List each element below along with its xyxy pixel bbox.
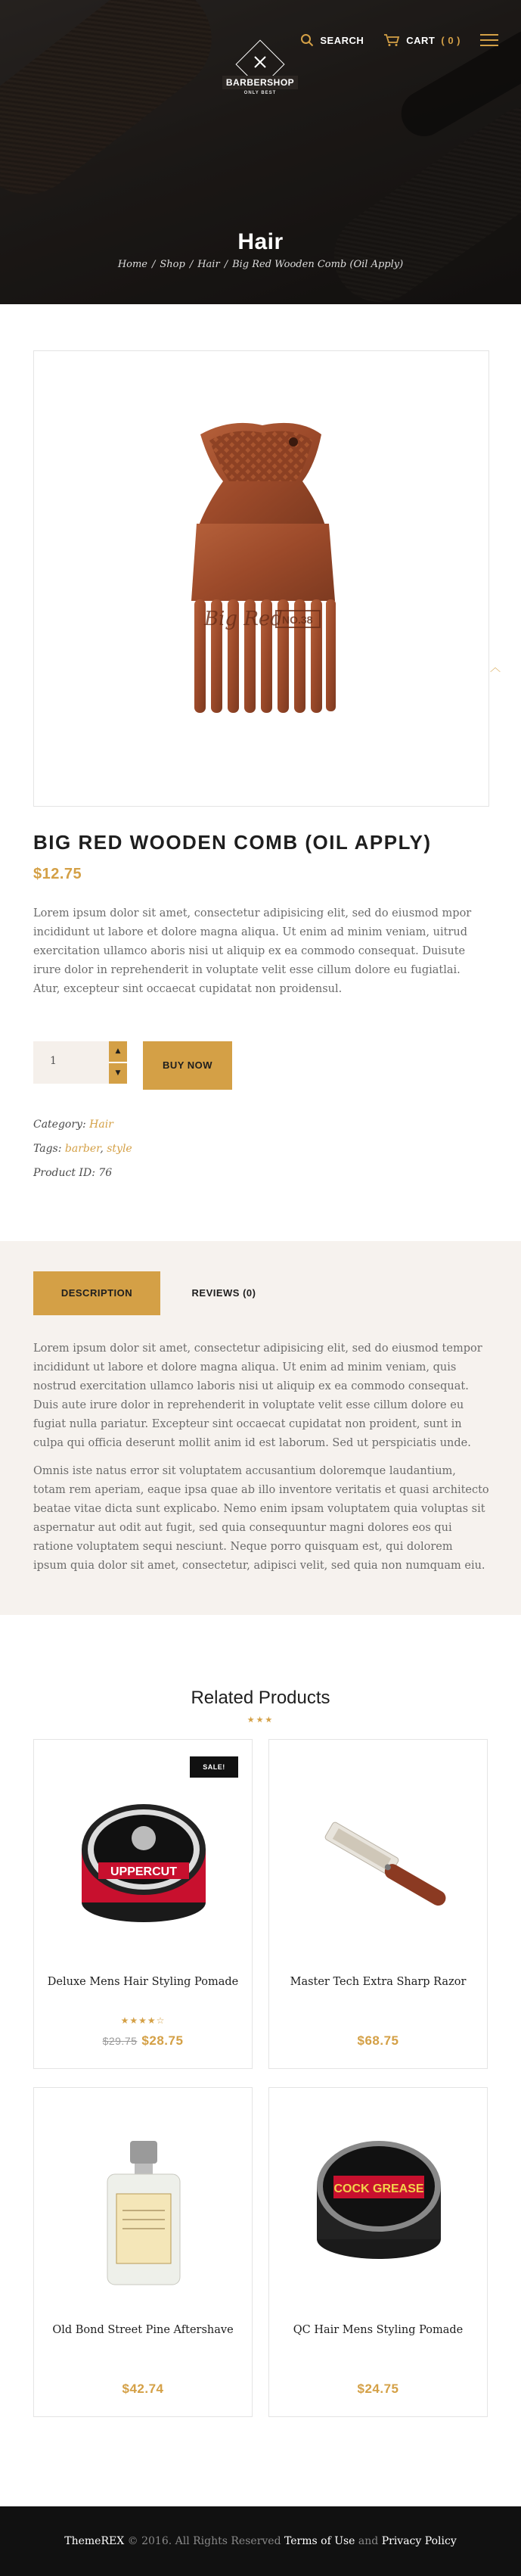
breadcrumb-current: Big Red Wooden Comb (Oil Apply) — [232, 259, 404, 270]
tab-reviews[interactable]: REVIEWS (0) — [191, 1287, 256, 1299]
old-price: $29.75 — [102, 2035, 138, 2047]
search-label: SEARCH — [320, 34, 364, 46]
quantity-increase-button[interactable]: ▲ — [109, 1041, 127, 1062]
svg-text:COCK GREASE: COCK GREASE — [333, 2182, 424, 2195]
chevron-up-icon[interactable]: ︿ — [490, 662, 501, 674]
product-title: BIG RED WOODEN COMB (OIL APPLY) — [33, 831, 432, 854]
wooden-comb-image — [34, 351, 490, 807]
product-name[interactable]: QC Hair Mens Styling Pomade — [293, 2324, 464, 2336]
menu-button[interactable] — [480, 33, 498, 47]
tag-link[interactable]: barber — [64, 1143, 101, 1155]
breadcrumb-separator: / — [224, 259, 228, 270]
pomade-tin-image — [68, 1778, 219, 1952]
svg-text:NO.38: NO.38 — [282, 614, 313, 626]
rating-stars: ★★★★☆ — [120, 2015, 166, 2026]
product-id-label: Product ID: — [33, 1167, 95, 1179]
product-id — [33, 1167, 112, 1179]
product-card[interactable] — [268, 1739, 488, 2069]
product-card[interactable] — [33, 1739, 253, 2069]
product-tags — [33, 1143, 132, 1155]
product-price: $12.75 — [33, 866, 82, 882]
breadcrumb-separator: / — [189, 259, 194, 270]
logo-name: BARBERSHOP — [222, 76, 298, 89]
cart-icon — [383, 33, 400, 47]
quantity-input[interactable]: 1 — [50, 1055, 57, 1067]
product-tabs-section — [0, 1241, 521, 1615]
tag-link[interactable]: style — [107, 1143, 132, 1155]
tags-label: Tags: — [33, 1143, 62, 1155]
terms-link[interactable]: Terms of Use — [284, 2535, 355, 2547]
grease-tin-image — [303, 2126, 454, 2300]
breadcrumb-home[interactable]: Home — [117, 259, 147, 270]
straight-razor-image — [303, 1778, 454, 1952]
category-label: Category: — [33, 1118, 86, 1131]
product-id-value: 76 — [98, 1167, 113, 1179]
product-image[interactable] — [33, 350, 489, 807]
breadcrumb-shop[interactable]: Shop — [160, 259, 185, 270]
decorative-stars-icon: ★★★ — [247, 1715, 274, 1725]
tab-description[interactable]: DESCRIPTION — [33, 1271, 160, 1315]
hero-banner — [0, 0, 521, 304]
product-price: $68.75 — [357, 2033, 399, 2048]
crossed-razors-icon — [253, 54, 268, 70]
page-title: Hair — [237, 229, 284, 254]
product-name[interactable]: Deluxe Mens Hair Styling Pomade — [47, 1976, 239, 1988]
product-card[interactable] — [268, 2087, 488, 2417]
product-card[interactable] — [33, 2087, 253, 2417]
quantity-stepper[interactable] — [33, 1041, 121, 1084]
description-paragraph: Lorem ipsum dolor sit amet, consectetur adipisicing elit, sed do eiusmod tempor incididunt ut labore et dolore magna aliqua. Ut enim ad minim veniam, quis nostrud exercitation ullamco laboris nisi ut aliquip ex ea commodo consequat. Duis aute irure dolor in reprehenderit in voluptate velit esse cillum dolore eu fugiat nulla pariatur. Excepteur sint occaecat cupidatat non proident, sunt in culpa qui officia deserunt mollit anim id est laborum. Sed ut perspiciatis unde. — [33, 1342, 482, 1449]
footer-and: and — [358, 2535, 379, 2547]
svg-text:UPPERCUT: UPPERCUT — [110, 1865, 178, 1878]
cart-label: CART — [406, 34, 436, 46]
sale-price: $28.75 — [141, 2033, 184, 2048]
breadcrumb — [0, 259, 521, 270]
search-icon — [300, 33, 314, 47]
description-paragraph: Omnis iste natus error sit voluptatem accusantium doloremque laudantium, totam rem aperiam, eaque ipsa quae ab illo inventore veritatis et quasi architecto beatae vitae dicta sunt explicabo. Nemo enim ipsam voluptatem quia voluptas sit aspernatur aut odit aut fugit, sed quia consequuntur magni dolores eos qui ratione voluptatem sequi nesciunt. Neque porro quisquam est, qui dolorem ipsum quia dolor sit amet, consectetur, adipisci velit, sed quia non numquam eiu. — [33, 1465, 489, 1572]
top-navigation — [300, 33, 498, 47]
product-name[interactable]: Master Tech Extra Sharp Razor — [290, 1976, 467, 1988]
site-footer — [0, 2506, 521, 2576]
site-logo[interactable] — [222, 47, 298, 117]
product-price — [34, 2033, 252, 2049]
tag-separator: , — [100, 1143, 104, 1155]
footer-copyright: © 2016. All Rights Reserved — [127, 2535, 281, 2547]
related-products-title: Related Products — [191, 1688, 330, 1708]
sale-badge: SALE! — [190, 1756, 238, 1778]
search-button[interactable] — [300, 33, 364, 47]
svg-text:Big Red: Big Red — [204, 608, 283, 630]
logo-tagline: ONLY BEST — [243, 91, 277, 95]
aftershave-bottle-image — [68, 2126, 219, 2300]
product-price: $24.75 — [357, 2382, 399, 2396]
cart-count: ( 0 ) — [441, 34, 461, 46]
footer-brand[interactable]: ThemeREX — [64, 2535, 125, 2547]
quantity-decrease-button[interactable]: ▼ — [109, 1063, 127, 1084]
buy-now-button[interactable]: BUY NOW — [143, 1041, 232, 1090]
privacy-link[interactable]: Privacy Policy — [381, 2535, 457, 2547]
breadcrumb-hair[interactable]: Hair — [197, 259, 220, 270]
product-name[interactable]: Old Bond Street Pine Aftershave — [52, 2324, 234, 2336]
product-price: $42.74 — [122, 2382, 164, 2396]
cart-button[interactable] — [383, 33, 461, 47]
product-short-description: Lorem ipsum dolor sit amet, consectetur adipisicing elit, sed do eiusmod mpor incididunt ut labore et dolore magna aliqua. Ut enim ad minim veniam, uitrud exercitation ullamco aboris nisi ut aliquip ex ea commodo consequat. Duisute irure dolor in reprehenderit in voluptate velit esse cillum dolore eu fugiatlai. Atur, excepteur sint occaecat cupidatat non proidensul. — [33, 907, 472, 995]
category-link[interactable]: Hair — [89, 1118, 113, 1131]
hamburger-menu-icon — [480, 33, 498, 47]
breadcrumb-separator: / — [152, 259, 156, 270]
product-category — [33, 1118, 113, 1131]
